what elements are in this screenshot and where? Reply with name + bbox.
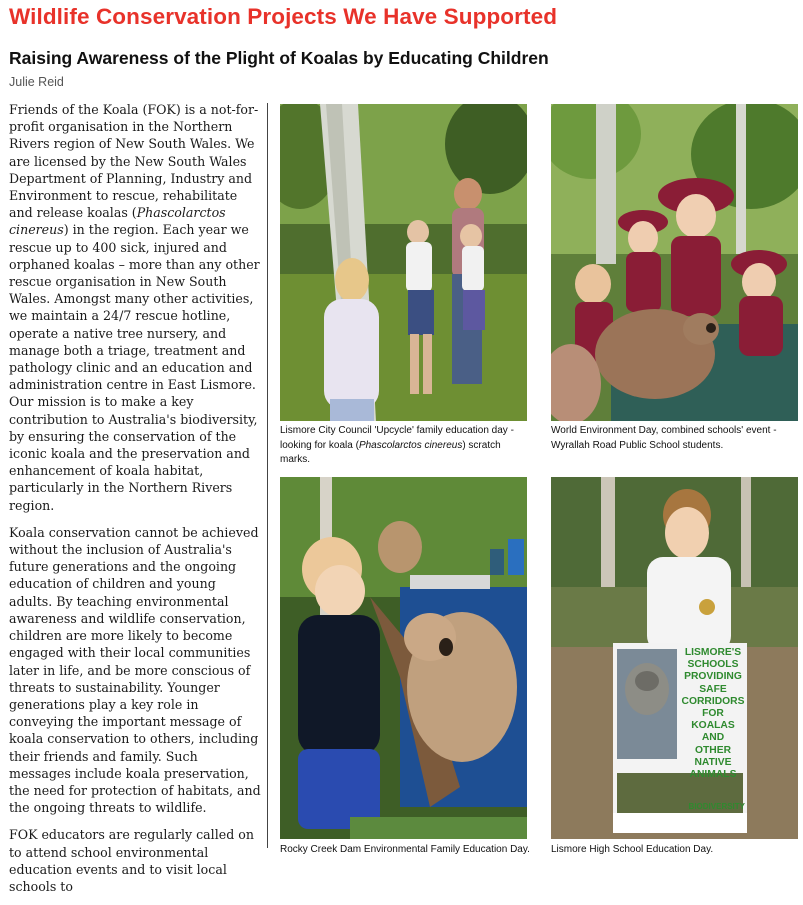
column-divider xyxy=(267,103,268,848)
body-paragraph: FOK educators are regularly called on to attend school environmental education events and to visit local schools to xyxy=(9,827,254,894)
sign-text: LISMORE'S SCHOOLS PROVIDING SAFE CORRIDORS FOR KOALAS AND OTHER NATIVE ANIMALS xyxy=(681,647,745,781)
page-heading: Wildlife Conservation Projects We Have Supported xyxy=(9,4,558,29)
photo-world-environment-day xyxy=(551,104,798,421)
article-title: Raising Awareness of the Plight of Koalas by Educating Children xyxy=(9,48,549,68)
photo-upcycle-day xyxy=(280,104,527,421)
school-sign xyxy=(617,647,749,833)
photo-caption-upcycle-day: Lismore City Council 'Upcycle' family education day - looking for koala (Phascolarctos cinereus) scratch marks. xyxy=(280,425,514,465)
sign-footer: BIODIVERSITY xyxy=(688,802,745,811)
article-body xyxy=(9,101,261,905)
photo-rocky-creek-dam xyxy=(280,477,527,839)
body-paragraph: Koala conservation cannot be achieved without the inclusion of Australia's future generations and the ongoing education of children and young adults. By teaching environmental awareness and wildlife conservation, children are more likely to become engaged with their local communities later in life, and be more conscious of threats to sustainability. Younger generations play a key role in conveying the important message of koala conservation to others, including their friends and family. Such messages include koala preservation, the need for protection of habitats, and the ongoing threats to wildlife. xyxy=(9,524,261,816)
body-paragraph: Friends of the Koala (FOK) is a not-for-profit organisation in the Northern Rivers region of New South Wales. We are licensed by the New South Wales Department of Planning, Industry and Environment to rescue, rehabilitate and release koalas (Phascolarctos cinereus) in the region. Each year we rescue up to 400 sick, injured and orphaned koalas – more than any other rescue organisation in New South Wales. Amongst many other activities, we maintain a 24/7 rescue hotline, operate a native tree nursery, and manage both a triage, treatment and pathology clinic and an education and administration centre in East Lismore. Our mission is to make a key contribution to Australia's biodiversity, by ensuring the conservation of the iconic koala and the preservation and enhancement of koala habitat, particularly in the Northern Rivers region. xyxy=(9,102,260,513)
photo-caption-world-environment-day: World Environment Day, combined schools' event - Wyrallah Road Public School students. xyxy=(551,425,777,451)
photo-lismore-high-school xyxy=(551,477,798,839)
photo-caption-rocky-creek-dam: Rocky Creek Dam Environmental Family Education Day. xyxy=(280,844,530,855)
author-byline: Julie Reid xyxy=(9,75,64,89)
photo-caption-lismore-high-school: Lismore High School Education Day. xyxy=(551,844,714,855)
